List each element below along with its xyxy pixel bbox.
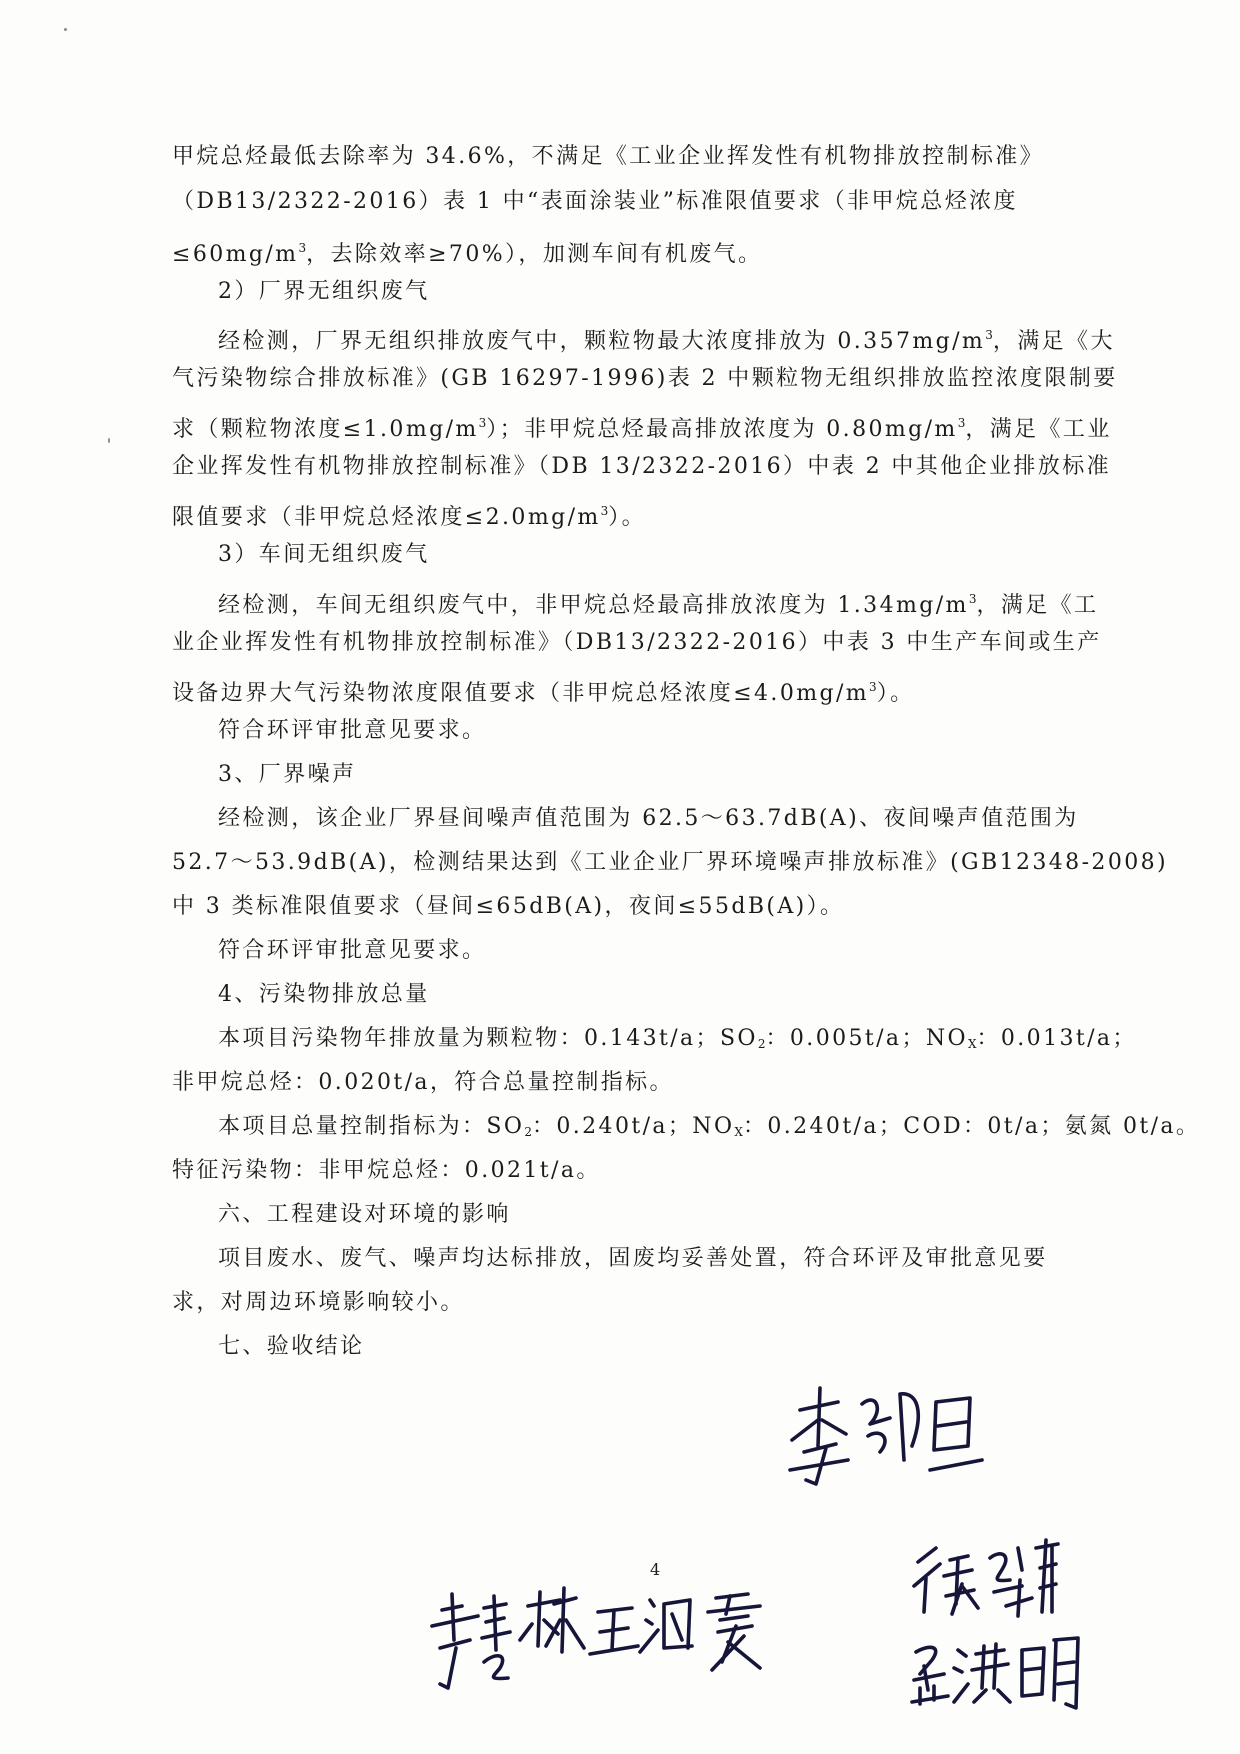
- paragraph-line: 企业挥发性有机物排放控制标准》（DB 13/2322-2016）中表 2 中其他企业排放标准: [172, 454, 1112, 479]
- paragraph-line: （DB13/2322-2016）表 1 中“表面涂装业”标准限值要求（非甲烷总烃浓度: [172, 189, 1018, 214]
- paragraph-line: 求，对周边环境影响较小。: [172, 1290, 465, 1315]
- section-heading: 七、验收结论: [218, 1334, 365, 1359]
- signature-li-xilin: [432, 1588, 584, 1688]
- paragraph-line: 甲烷总烃最低去除率为 34.6%，不满足《工业企业挥发性有机物排放控制标准》: [172, 144, 1045, 169]
- paragraph-line: $\le 60mg/m^3$，去除效率≥70%），加测车间有机废气。: [172, 241, 763, 267]
- paragraph-line: 设备边界大气污染物浓度限值要求（非甲烷总烃浓度$\le 4.0mg/m^3$）。: [172, 680, 915, 706]
- paragraph-line: 限值要求（非甲烷总烃浓度$\le 2.0mg/m^3$）。: [172, 504, 647, 530]
- paragraph-line: 符合环评审批意见要求。: [218, 718, 487, 743]
- paragraph-line: 本项目污染物年排放量为颗粒物：0.143t/a；$SO_2$：0.005t/a；$NO_X$：0.013t/a；: [218, 1026, 1137, 1051]
- signature-wang-sixia: [590, 1594, 760, 1670]
- paragraph-line: 特征污染物：非甲烷总烃：0.021t/a。: [172, 1158, 601, 1183]
- paragraph-line: 经检测，厂界无组织排放废气中，颗粒物最大浓度排放为 $0.357mg/m^3$，满足《大: [218, 328, 1115, 354]
- paragraph-line: 业企业挥发性有机物排放控制标准》（DB13/2322-2016）中表 3 中生产车间或生产: [172, 630, 1102, 655]
- signature-xu-feng: [914, 1540, 1058, 1616]
- paragraph-line: 中 3 类标准限值要求（昼间≤65dB(A)，夜间≤55dB(A)）。: [172, 894, 845, 919]
- section-heading: 3、厂界噪声: [218, 762, 357, 787]
- section-heading: 六、工程建设对环境的影响: [218, 1202, 511, 1227]
- paragraph-line: 经检测，车间无组织废气中，非甲烷总烃最高排放浓度为 $1.34mg/m^3$，满足《工: [218, 592, 1099, 618]
- paragraph-line: 52.7～53.9dB(A)，检测结果达到《工业企业厂界环境噪声排放标准》(GB12348-2008): [172, 850, 1168, 875]
- page-number: 4: [650, 1560, 661, 1579]
- paragraph-line: 求（颗粒物浓度$\le 1.0mg/m^3$）；非甲烷总烃最高排放浓度为 $0.80mg/m^3$，满足《工业: [172, 416, 1112, 442]
- section-heading: 3）车间无组织废气: [218, 542, 430, 567]
- section-heading: 4、污染物排放总量: [218, 982, 430, 1007]
- paragraph-line: 项目废水、废气、噪声均达标排放，固废均妥善处置，符合环评及审批意见要: [218, 1246, 1048, 1271]
- signature-li-youdan: [790, 1388, 982, 1484]
- paragraph-line: 气污染物综合排放标准》(GB 16297-1996)表 2 中颗粒物无组织排放监控浓度限制要: [172, 366, 1118, 391]
- paragraph-line: 本项目总量控制指标为：$SO_2$：0.240t/a；$NO_X$：0.240t/a；COD：0t/a；氨氮 0t/a。: [218, 1114, 1201, 1139]
- paragraph-line: 符合环评审批意见要求。: [218, 938, 487, 963]
- signature-meng-hongming: [912, 1638, 1078, 1708]
- section-heading: 2）厂界无组织废气: [218, 279, 430, 304]
- paragraph-line: 经检测，该企业厂界昼间噪声值范围为 62.5～63.7dB(A)、夜间噪声值范围为: [218, 806, 1079, 831]
- paragraph-line: 非甲烷总烃：0.020t/a，符合总量控制指标。: [172, 1070, 674, 1095]
